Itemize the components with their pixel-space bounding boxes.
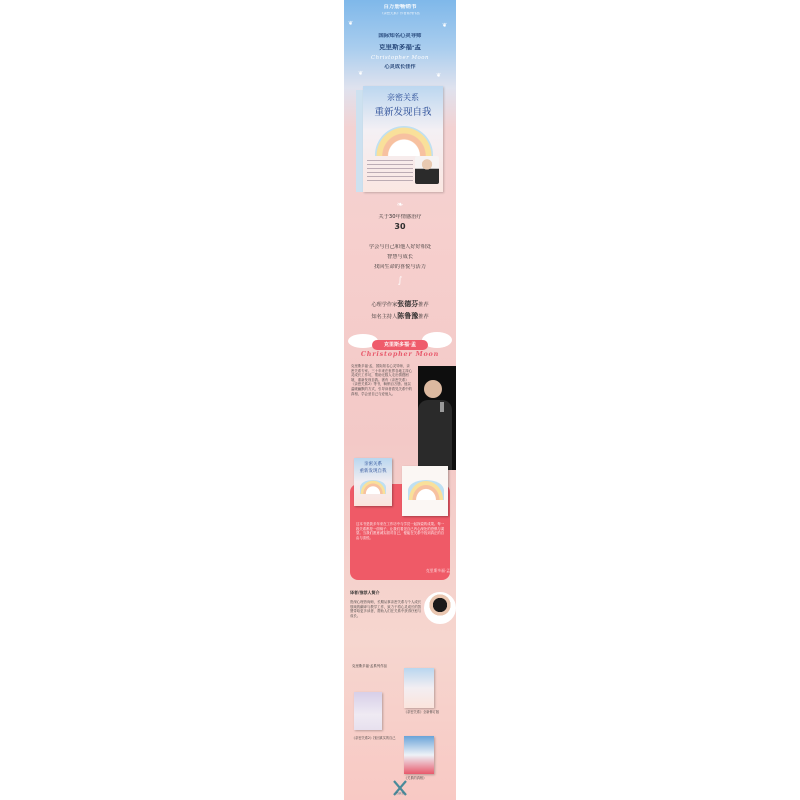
author-intro-line: 国际知名心灵导师 bbox=[378, 33, 422, 39]
publisher-logo-text: 出版社 bbox=[395, 792, 405, 795]
work-book-1 bbox=[404, 668, 434, 708]
mini-book-title-2: 重新发现自我 bbox=[359, 469, 387, 474]
author-name-en: Christopher Moon bbox=[371, 55, 429, 61]
book-title-line1: 亲密关系 bbox=[387, 93, 419, 102]
portrait-body bbox=[418, 400, 452, 470]
book-front bbox=[363, 86, 443, 192]
card-signature: 克里斯多福·孟 bbox=[426, 568, 450, 573]
translator-text: 资深心理咨询师，长期从事亲密关系与个人成长领域的翻译与教学工作，致力于将心灵成长的智慧带给更多读者，帮助人们在关系中获得疗愈与成长。 bbox=[350, 600, 422, 618]
bestseller-banner: 百万册畅销书 bbox=[383, 4, 417, 10]
rec2-prefix: 知名主持人 bbox=[371, 314, 398, 320]
author-photo-on-cover bbox=[415, 156, 439, 184]
work-book-3 bbox=[404, 736, 434, 774]
rec2-suffix: 推荐 bbox=[418, 314, 429, 320]
series-subtitle: 《亲密关系》作者系列作品 bbox=[380, 12, 420, 15]
profile-name-en: Christopher Moon bbox=[360, 351, 440, 358]
mini-book-title-1: 亲密关系 bbox=[364, 462, 382, 467]
work-book-2 bbox=[354, 692, 382, 730]
book-image-front bbox=[354, 458, 392, 506]
book-cover-image bbox=[356, 86, 444, 194]
portrait-head bbox=[424, 380, 442, 398]
quote-big-number: 30 bbox=[394, 222, 406, 231]
profile-bio: 克里斯多福·孟，国际知名心灵导师，亲密关系专家。三十年来在世界各地主持心灵成长工作坊，帮助无数人走出情感困境，重新发现自我。著有《亲密关系》《亲密关系2》等书，畅销百万册。他以温暖幽默的方式，引导读者看见关系中的真相，学会爱自己与爱他人。 bbox=[351, 364, 413, 396]
mini-rainbow bbox=[360, 480, 386, 494]
profile-name-tag: 克里斯多福·孟 bbox=[372, 340, 428, 350]
rec1-prefix: 心理学作家 bbox=[371, 302, 398, 308]
butterfly-icon: ❦ bbox=[348, 20, 354, 27]
recommend-line-1 bbox=[344, 300, 456, 308]
rainbow-illustration bbox=[375, 126, 433, 156]
translator-title: 译者/推荐人简介 bbox=[350, 590, 380, 595]
card-quote-text: 这本书是我多年来在工作坊中与学员一起探索的成果。每一段关系都是一面镜子，让我们看见自己内心深处的恐惧与渴望。当我们愿意诚实面对自己，便能在关系中找到真正的自由与喜悦。 bbox=[356, 522, 445, 540]
butterfly-icon: ❦ bbox=[436, 72, 442, 79]
leaf-icon: ❧ bbox=[396, 200, 404, 209]
works-title: 克里斯多福·孟系列作品 bbox=[352, 664, 387, 668]
work-caption-1: 《亲密关系》全新修订版 bbox=[404, 710, 440, 714]
work-caption-3: 《关系的真相》 bbox=[404, 776, 427, 780]
butterfly-icon: ❦ bbox=[358, 70, 364, 77]
butterfly-icon: ❦ bbox=[442, 22, 448, 29]
book-title-line2: 重新发现自我 bbox=[374, 107, 432, 118]
microphone-icon bbox=[440, 402, 444, 412]
work-caption-2: 《亲密关系2》找回真实的自己 bbox=[352, 736, 396, 740]
author-desc-line: 心灵成长佳作 bbox=[384, 64, 416, 70]
book-image-open bbox=[402, 466, 448, 516]
quote-line-4: 智慧与成长 bbox=[387, 254, 413, 260]
product-detail-strip bbox=[344, 0, 456, 800]
author-name-cn: 克里斯多福·孟 bbox=[378, 44, 422, 51]
rec2-name: 陈鲁豫 bbox=[397, 312, 419, 320]
translator-avatar bbox=[424, 592, 456, 624]
swirl-icon: ∫ bbox=[397, 276, 403, 286]
quote-line-1: 关于30年情感治疗 bbox=[378, 214, 422, 220]
quote-line-5: 找回生命的喜悦与活力 bbox=[374, 264, 426, 270]
author-portrait bbox=[418, 366, 456, 470]
rec1-suffix: 推荐 bbox=[418, 302, 429, 308]
rec1-name: 张德芬 bbox=[397, 300, 419, 308]
mini-rainbow bbox=[408, 480, 444, 500]
quote-line-3: 学会与自己和他人好好相处 bbox=[368, 244, 432, 250]
quote-line-2 bbox=[344, 222, 456, 232]
book-blurb bbox=[367, 160, 413, 182]
recommend-line-2 bbox=[344, 312, 456, 320]
